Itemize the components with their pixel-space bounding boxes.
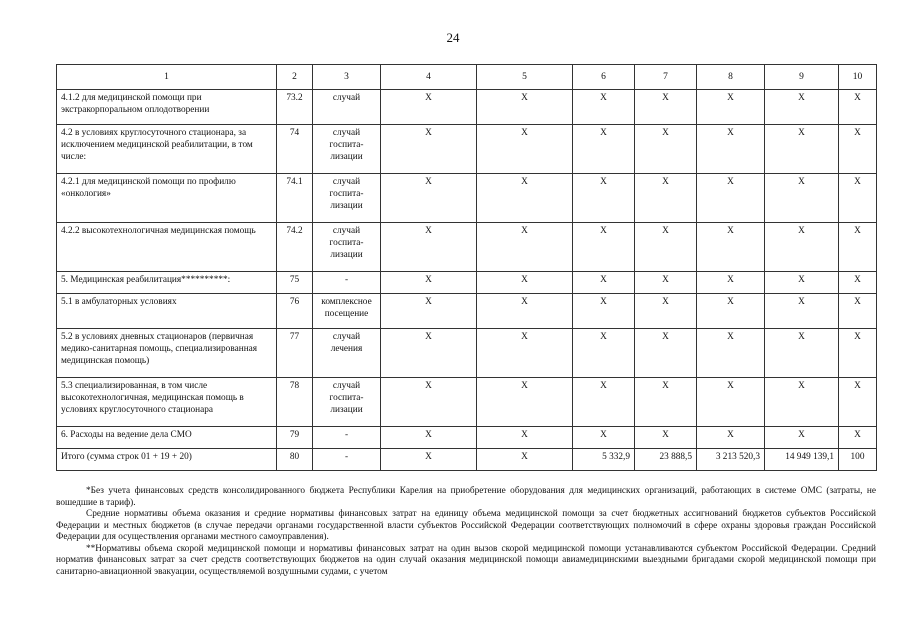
- cell: Х: [573, 427, 635, 449]
- table-row: [57, 378, 877, 427]
- cell: Х: [381, 223, 477, 272]
- row-unit: случай госпита-лизации: [313, 174, 381, 223]
- table-row: [57, 294, 877, 329]
- cell: Х: [697, 272, 765, 294]
- cell: Х: [839, 125, 877, 174]
- cell: Х: [635, 378, 697, 427]
- footnotes: [56, 486, 876, 578]
- cell: Х: [381, 174, 477, 223]
- cell: Х: [635, 90, 697, 125]
- cell: Х: [765, 174, 839, 223]
- row-unit: случай госпита-лизации: [313, 378, 381, 427]
- row-name: 5. Медицинская реабилитация**********:: [57, 272, 277, 294]
- cell: Х: [697, 223, 765, 272]
- cell: Х: [839, 272, 877, 294]
- column-header: 6: [573, 65, 635, 90]
- row-code: 78: [277, 378, 313, 427]
- cell: Х: [477, 90, 573, 125]
- column-header: 7: [635, 65, 697, 90]
- cell: 100: [839, 449, 877, 471]
- cell: Х: [381, 272, 477, 294]
- cell: Х: [839, 90, 877, 125]
- cell: Х: [477, 427, 573, 449]
- cell: Х: [765, 427, 839, 449]
- footnote-3: **Нормативы объема скорой медицинской помощи и нормативы финансовых затрат на один вызов скорой медицинской помощи устанавливаются субъектом Российской Федерации. Средний норматив финансовых затрат за счет средств соответствующих бюджетов на один случай оказания медицинской помощи авиамедицинскими выездными бригадами скорой медицинской помощи при санитарно-авиационной эвакуации, осуществляемой воздушными судами, с учетом: [56, 543, 876, 577]
- row-code: 75: [277, 272, 313, 294]
- row-name: 6. Расходы на ведение дела СМО: [57, 427, 277, 449]
- cell: Х: [381, 449, 477, 471]
- cell: Х: [573, 294, 635, 329]
- cell: 5 332,9: [573, 449, 635, 471]
- cell: Х: [477, 294, 573, 329]
- cell: Х: [477, 329, 573, 378]
- data-table: [56, 64, 877, 471]
- cell: Х: [573, 272, 635, 294]
- cell: Х: [573, 174, 635, 223]
- row-unit: -: [313, 449, 381, 471]
- footnote-1: *Без учета финансовых средств консолидированного бюджета Республики Карелия на приобретение оборудования для медицинских организаций, работающих в системе ОМС (затраты, не вошедшие в тариф).: [56, 486, 876, 508]
- cell: Х: [697, 329, 765, 378]
- cell: Х: [477, 223, 573, 272]
- cell: Х: [765, 223, 839, 272]
- row-name: 5.3 специализированная, в том числе высокотехнологичная, медицинская помощь в условиях круглосуточного стационара: [57, 378, 277, 427]
- cell: Х: [765, 294, 839, 329]
- row-unit: случай госпита-лизации: [313, 223, 381, 272]
- table-row-total: [57, 449, 877, 471]
- cell: Х: [635, 272, 697, 294]
- cell: Х: [839, 427, 877, 449]
- cell: Х: [765, 125, 839, 174]
- row-unit: -: [313, 272, 381, 294]
- cell: Х: [477, 272, 573, 294]
- cell: Х: [765, 378, 839, 427]
- row-unit: случай лечения: [313, 329, 381, 378]
- cell: Х: [839, 329, 877, 378]
- row-name: 5.1 в амбулаторных условиях: [57, 294, 277, 329]
- table-row: [57, 125, 877, 174]
- table-row: [57, 427, 877, 449]
- row-code: 74: [277, 125, 313, 174]
- cell: Х: [477, 449, 573, 471]
- table-row: [57, 329, 877, 378]
- row-code: 79: [277, 427, 313, 449]
- cell: Х: [839, 223, 877, 272]
- cell: Х: [635, 294, 697, 329]
- cell: Х: [381, 427, 477, 449]
- row-code: 74.1: [277, 174, 313, 223]
- row-code: 73.2: [277, 90, 313, 125]
- cell: 3 213 520,3: [697, 449, 765, 471]
- row-name: 4.2 в условиях круглосуточного стационара, за исключением медицинской реабилитации, в том числе:: [57, 125, 277, 174]
- cell: Х: [381, 90, 477, 125]
- cell: Х: [573, 223, 635, 272]
- cell: Х: [573, 125, 635, 174]
- column-header: 5: [477, 65, 573, 90]
- cell: Х: [635, 427, 697, 449]
- table-row: [57, 272, 877, 294]
- column-header: 2: [277, 65, 313, 90]
- cell: Х: [381, 378, 477, 427]
- cell: Х: [635, 223, 697, 272]
- cell: Х: [381, 125, 477, 174]
- cell: Х: [477, 378, 573, 427]
- cell: Х: [381, 329, 477, 378]
- cell: Х: [697, 90, 765, 125]
- cell: 23 888,5: [635, 449, 697, 471]
- cell: Х: [765, 272, 839, 294]
- page-number: 24: [446, 30, 460, 45]
- row-unit: случай госпита-лизации: [313, 125, 381, 174]
- cell: Х: [635, 329, 697, 378]
- row-name: 4.2.2 высокотехнологичная медицинская помощь: [57, 223, 277, 272]
- table-row: [57, 90, 877, 125]
- row-code: 80: [277, 449, 313, 471]
- column-header: 1: [57, 65, 277, 90]
- cell: Х: [697, 174, 765, 223]
- cell: Х: [839, 294, 877, 329]
- cell: Х: [697, 427, 765, 449]
- table-row: [57, 223, 877, 272]
- cell: Х: [697, 378, 765, 427]
- cell: Х: [697, 125, 765, 174]
- row-unit: случай: [313, 90, 381, 125]
- row-name: 4.1.2 для медицинской помощи при экстракорпоральном оплодотворении: [57, 90, 277, 125]
- cell: Х: [765, 90, 839, 125]
- cell: Х: [635, 174, 697, 223]
- cell: Х: [635, 125, 697, 174]
- cell: Х: [573, 329, 635, 378]
- cell: Х: [477, 174, 573, 223]
- footnote-2: Средние нормативы объема оказания и средние нормативы финансовых затрат на единицу объема медицинской помощи за счет бюджетных ассигнований бюджетов субъектов Российской Федерации и местных бюджетов (в случае передачи органами государственной власти субъектов Российской Федерации соответствующих полномочий в сфере охраны здоровья граждан Российской Федерации для осуществления органами местного самоуправления).: [56, 509, 876, 542]
- cell: Х: [697, 294, 765, 329]
- cell: Х: [573, 90, 635, 125]
- row-code: 74.2: [277, 223, 313, 272]
- cell: Х: [765, 329, 839, 378]
- column-header: 10: [839, 65, 877, 90]
- row-name: 4.2.1 для медицинской помощи по профилю «онкология»: [57, 174, 277, 223]
- cell: 14 949 139,1: [765, 449, 839, 471]
- row-code: 77: [277, 329, 313, 378]
- table-row: [57, 174, 877, 223]
- column-header: 4: [381, 65, 477, 90]
- row-name: 5.2 в условиях дневных стационаров (первичная медико-санитарная помощь, специализированная медицинская помощь): [57, 329, 277, 378]
- row-name: Итого (сумма строк 01 + 19 + 20): [57, 449, 277, 471]
- cell: Х: [477, 125, 573, 174]
- row-code: 76: [277, 294, 313, 329]
- column-header: 3: [313, 65, 381, 90]
- cell: Х: [381, 294, 477, 329]
- cell: Х: [573, 378, 635, 427]
- header-row: [57, 65, 877, 90]
- cell: Х: [839, 174, 877, 223]
- column-header: 8: [697, 65, 765, 90]
- row-unit: -: [313, 427, 381, 449]
- column-header: 9: [765, 65, 839, 90]
- row-unit: комплексное посещение: [313, 294, 381, 329]
- cell: Х: [839, 378, 877, 427]
